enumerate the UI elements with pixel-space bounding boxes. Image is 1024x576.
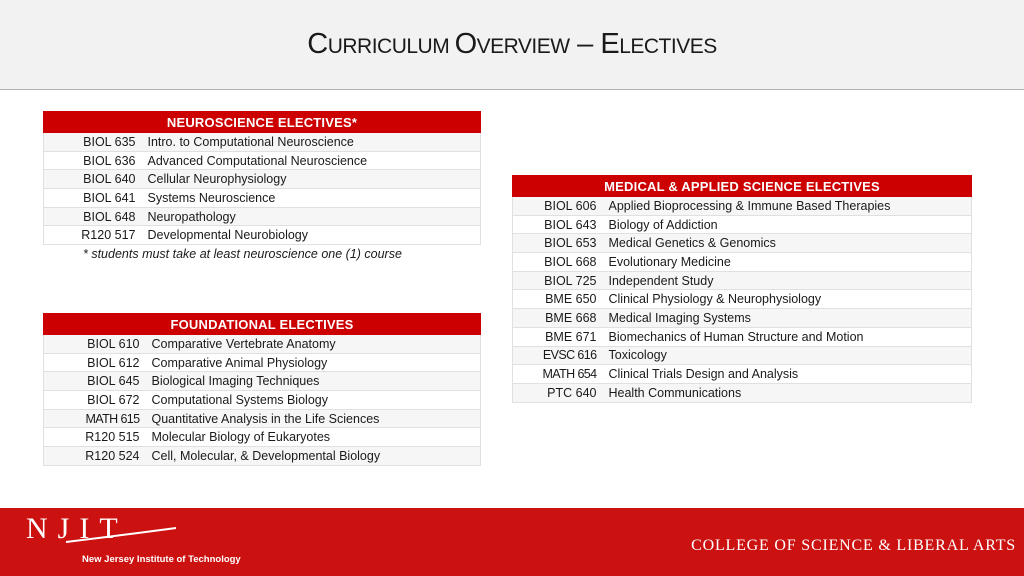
table-row: BIOL 725 Independent Study	[513, 271, 972, 290]
footer-bar	[0, 508, 1024, 576]
table-row: BIOL 668 Evolutionary Medicine	[513, 253, 972, 272]
table-row: BIOL 643 Biology of Addiction	[513, 215, 972, 234]
table-row: MATH 615 Quantitative Analysis in the Life Sciences	[44, 409, 481, 428]
table-row: EVSC 616 Toxicology	[513, 346, 972, 365]
medical-applied-electives-header: MEDICAL & APPLIED SCIENCE ELECTIVES	[513, 176, 972, 197]
table-row: BME 650 Clinical Physiology & Neurophysiology	[513, 290, 972, 309]
neuroscience-electives-table	[43, 111, 481, 245]
table-row: BIOL 636 Advanced Computational Neuroscience	[44, 151, 481, 170]
table-row: BIOL 610 Comparative Vertebrate Anatomy	[44, 335, 481, 354]
college-name: COLLEGE OF SCIENCE & LIBERAL ARTS	[691, 537, 1016, 554]
table-row: PTC 640 Health Communications	[513, 383, 972, 402]
table-row: R120 524 Cell, Molecular, & Developmental Biology	[44, 447, 481, 466]
table-row: BME 671 Biomechanics of Human Structure and Motion	[513, 327, 972, 346]
title-bar	[0, 0, 1024, 90]
neuroscience-note: * students must take at least neuroscience one (1) course	[83, 247, 402, 261]
table-row: BIOL 612 Comparative Animal Physiology	[44, 353, 481, 372]
logo-subtitle: New Jersey Institute of Technology	[82, 554, 241, 565]
table-row: R120 515 Molecular Biology of Eukaryotes	[44, 428, 481, 447]
table-row: BIOL 641 Systems Neuroscience	[44, 189, 481, 208]
foundational-electives-table	[43, 313, 481, 466]
table-row: BIOL 645 Biological Imaging Techniques	[44, 372, 481, 391]
neuroscience-electives-header: NEUROSCIENCE ELECTIVES*	[44, 112, 481, 133]
page-title: CURRICULUM OVERVIEW – ELECTIVES	[307, 28, 717, 60]
table-row: BIOL 640 Cellular Neurophysiology	[44, 170, 481, 189]
logo-wordmark: NJIT	[26, 512, 128, 545]
table-row: R120 517 Developmental Neurobiology	[44, 226, 481, 245]
table-row: BIOL 653 Medical Genetics & Genomics	[513, 234, 972, 253]
table-row: BIOL 635 Intro. to Computational Neuroscience	[44, 133, 481, 152]
table-row: BME 668 Medical Imaging Systems	[513, 309, 972, 328]
table-row: MATH 654 Clinical Trials Design and Analysis	[513, 365, 972, 384]
table-row: BIOL 672 Computational Systems Biology	[44, 391, 481, 410]
njit-logo	[26, 512, 246, 574]
medical-applied-electives-table	[512, 175, 972, 403]
table-row: BIOL 606 Applied Bioprocessing & Immune Based Therapies	[513, 197, 972, 216]
table-row: BIOL 648 Neuropathology	[44, 207, 481, 226]
foundational-electives-header: FOUNDATIONAL ELECTIVES	[44, 314, 481, 335]
